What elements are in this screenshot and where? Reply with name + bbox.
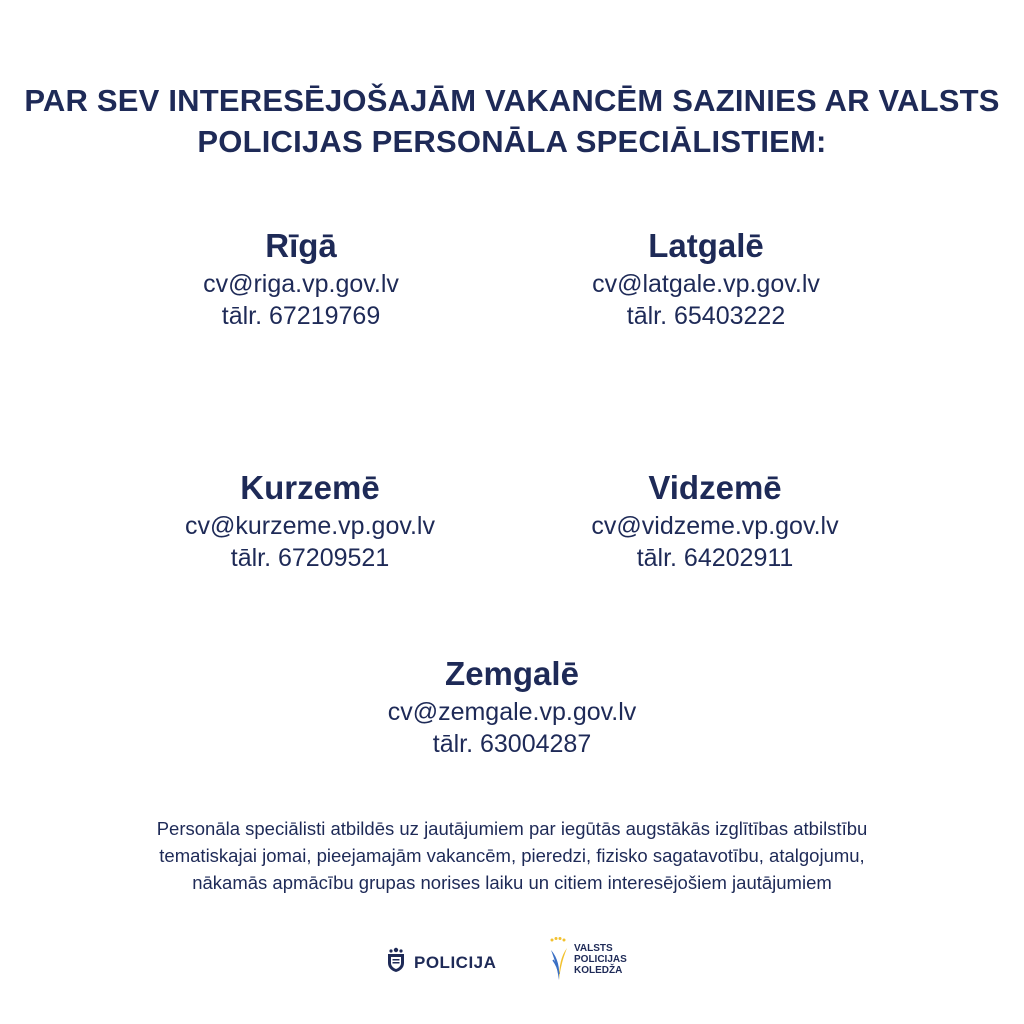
page-headline: [0, 80, 1024, 162]
logo-bar: [0, 930, 1024, 990]
koledza-logo-line-3: KOLEDŽA: [574, 965, 623, 976]
contact-card-riga: [121, 226, 481, 332]
koledza-logo-line-2: POLICIJAS: [574, 954, 627, 965]
phone-number: tālr. 63004287: [432, 730, 592, 758]
policija-logo-text: POLICIJA: [414, 952, 497, 972]
region-name: Vidzemē: [648, 469, 782, 506]
contact-card-kurzeme: [130, 468, 490, 574]
region-name: Rīgā: [265, 227, 337, 264]
email-link[interactable]: cv@latgale.vp.gov.lv: [592, 270, 820, 298]
headline-line-2: POLICIJAS PERSONĀLA SPECIĀLISTIEM:: [197, 124, 827, 159]
contact-card-vidzeme: [535, 468, 895, 574]
footnote-line-2: tematiskajai jomai, pieejamajām vakancēm, pieredzi, fizisko sagatavotību, atalgojumu,: [159, 845, 865, 866]
email-link[interactable]: cv@vidzeme.vp.gov.lv: [591, 512, 839, 540]
contact-card-latgale: [526, 226, 886, 332]
email-link[interactable]: cv@zemgale.vp.gov.lv: [387, 698, 637, 726]
footnote: [40, 815, 984, 896]
koledza-logo: [548, 936, 627, 987]
email-link[interactable]: cv@kurzeme.vp.gov.lv: [185, 512, 435, 540]
email-link[interactable]: cv@riga.vp.gov.lv: [203, 270, 399, 298]
phone-number: tālr. 67209521: [230, 544, 390, 572]
region-name: Latgalē: [648, 227, 764, 264]
region-name: Zemgalē: [445, 655, 579, 692]
region-name: Kurzemē: [240, 469, 380, 506]
phone-number: tālr. 64202911: [636, 544, 794, 572]
police-emblem-icon: [386, 947, 406, 978]
contact-card-zemgale: [332, 654, 692, 760]
koledza-logo-line-1: VALSTS: [574, 943, 613, 954]
koledza-logo-text: [574, 943, 627, 976]
footnote-line-3: nākamās apmācību grupas norises laiku un citiem interesējošiem jautājumiem: [192, 872, 832, 893]
headline-line-1: PAR SEV INTERESĒJOŠAJĀM VAKANCĒM SAZINIES AR VALSTS: [24, 83, 1000, 118]
college-emblem-icon: [548, 936, 570, 987]
phone-number: tālr. 65403222: [626, 302, 786, 330]
policija-logo: [386, 947, 496, 978]
footnote-line-1: Personāla speciālisti atbildēs uz jautājumiem par iegūtās augstākās izglītības atbilstību: [156, 818, 868, 839]
phone-number: tālr. 67219769: [221, 302, 381, 330]
